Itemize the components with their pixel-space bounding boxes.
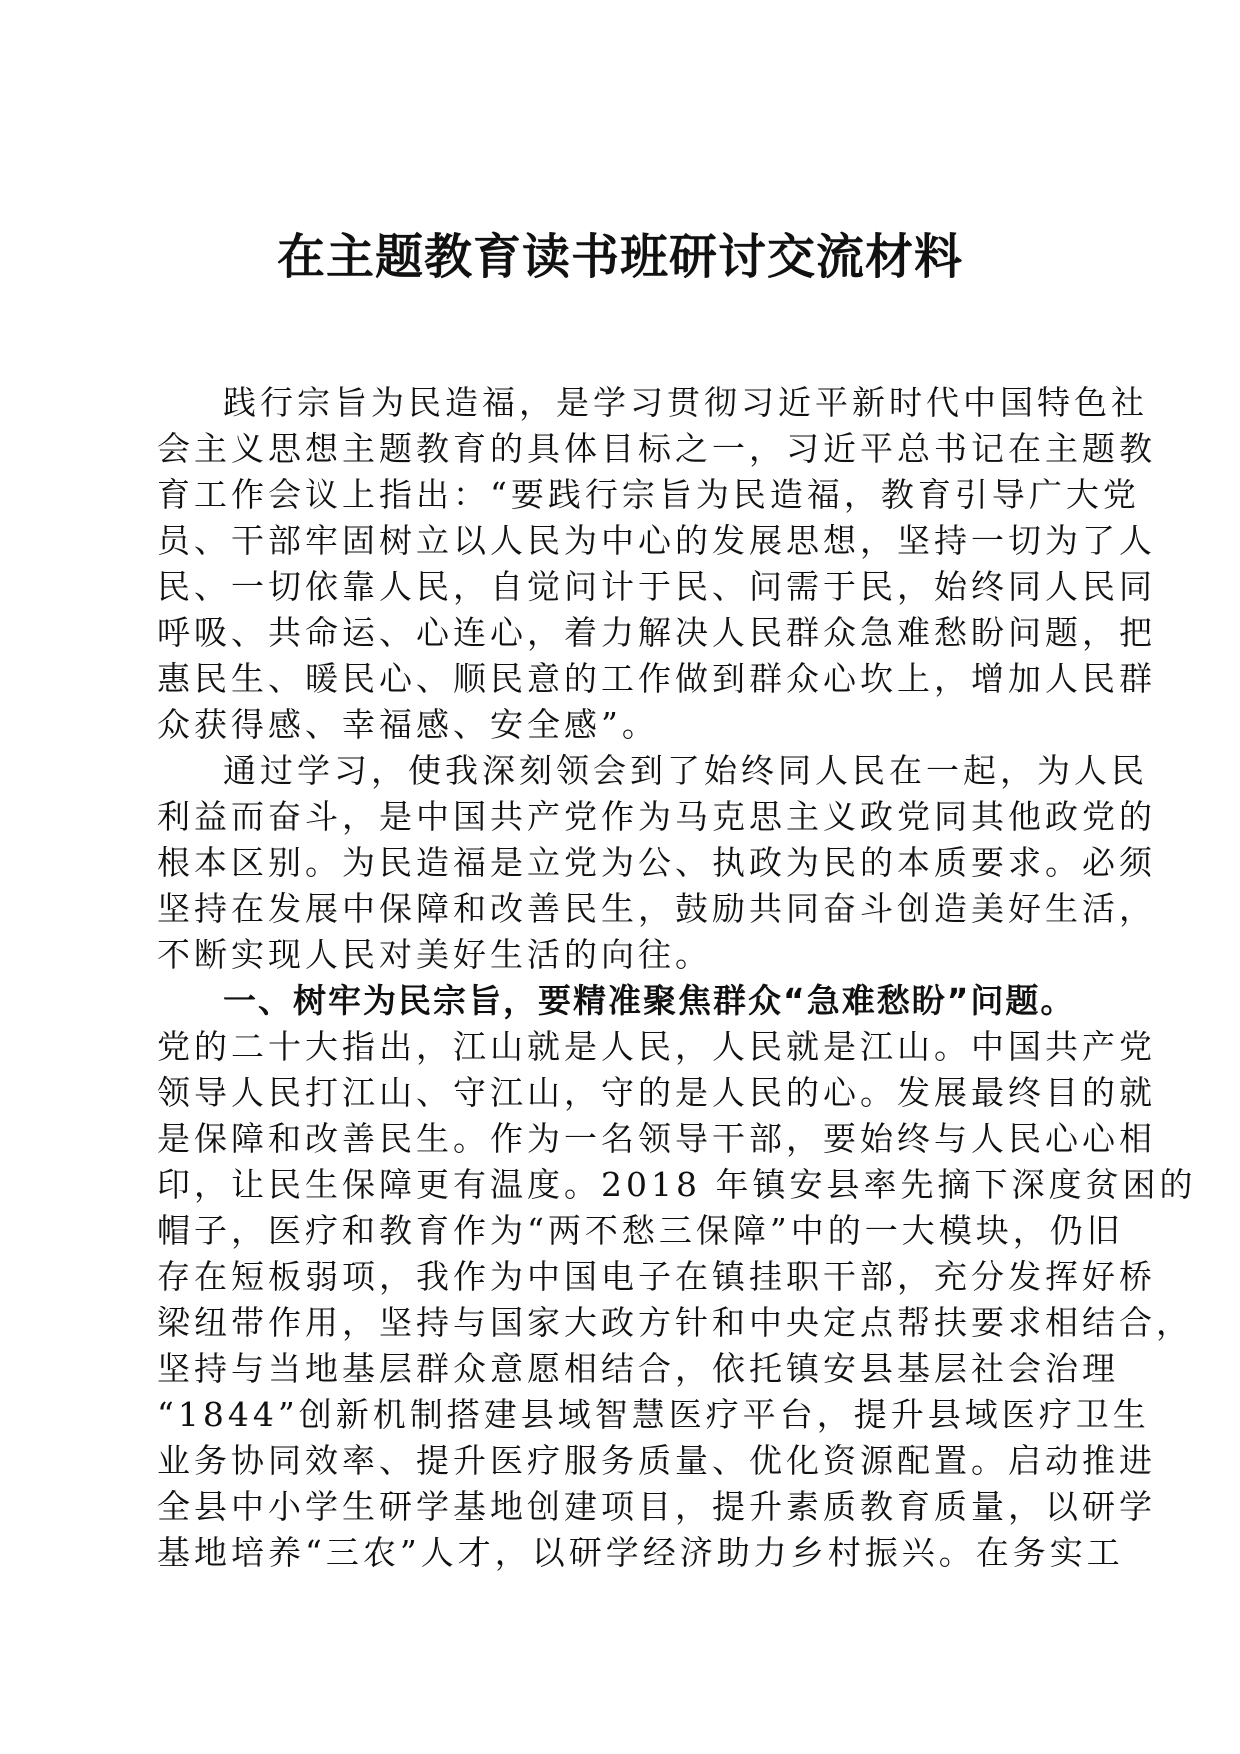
paragraph-section1 <box>157 1024 1197 1576</box>
text-line: 践行宗旨为民造福，是学习贯彻习近平新时代中国特色社 <box>223 383 1148 422</box>
text-line: 呼吸、共命运、心连心，着力解决人民群众急难愁盼问题，把 <box>157 613 1156 652</box>
text-line: 基地培养“三农”人才，以研学经济助力乡村振兴。在务实工 <box>157 1533 1124 1572</box>
text-line: 领导人民打江山、守江山，守的是人民的心。发展最终目的就 <box>157 1073 1156 1112</box>
text-line: 党的二十大指出，江山就是人民，人民就是江山。中国共产党 <box>157 1027 1156 1066</box>
text-line: 众获得感、幸福感、安全感”。 <box>157 705 659 744</box>
text-line: 印，让民生保障更有温度。2018 年镇安县率先摘下深度贫困的 <box>157 1165 1197 1204</box>
text-line: “1844”创新机制搭建县域智慧医疗平台，提升县域医疗卫生 <box>157 1395 1150 1434</box>
text-line: 会主义思想主题教育的具体目标之一，习近平总书记在主题教 <box>157 429 1156 468</box>
text-line: 利益而奋斗，是中国共产党作为马克思主义政党同其他政党的 <box>157 797 1156 836</box>
text-line: 惠民生、暖民心、顺民意的工作做到群众心坎上，增加人民群 <box>157 659 1156 698</box>
section-heading: 一、树牢为民宗旨，要精准聚焦群众“急难愁盼”问题。 <box>223 981 1076 1020</box>
text-line: 通过学习，使我深刻领会到了始终同人民在一起，为人民 <box>223 751 1148 790</box>
text-line: 梁纽带作用，坚持与国家大政方针和中央定点帮扶要求相结合， <box>157 1303 1193 1342</box>
text-line: 员、干部牢固树立以人民为中心的发展思想，坚持一切为了人 <box>157 521 1156 560</box>
text-line: 帽子，医疗和教育作为“两不愁三保障”中的一大模块，仍旧 <box>157 1211 1124 1250</box>
text-line: 民、一切依靠人民，自觉问计于民、问需于民，始终同人民同 <box>157 567 1156 606</box>
paragraph-intro <box>157 380 1156 748</box>
text-line: 育工作会议上指出：“要践行宗旨为民造福，教育引导广大党 <box>157 475 1140 514</box>
paragraph-understanding <box>157 748 1156 978</box>
text-line: 坚持在发展中保障和改善民生，鼓励共同奋斗创造美好生活， <box>157 889 1156 928</box>
text-line: 不断实现人民对美好生活的向往。 <box>157 935 712 974</box>
text-line: 根本区别。为民造福是立党为公、执政为民的本质要求。必须 <box>157 843 1156 882</box>
text-line: 全县中小学生研学基地创建项目，提升素质教育质量，以研学 <box>157 1487 1156 1526</box>
text-line: 是保障和改善民生。作为一名领导干部，要始终与人民心心相 <box>157 1119 1156 1158</box>
text-line: 坚持与当地基层群众意愿相结合，依托镇安县基层社会治理 <box>157 1349 1119 1388</box>
document-title: 在主题教育读书班研讨交流材料 <box>276 229 963 285</box>
text-line: 业务协同效率、提升医疗服务质量、优化资源配置。启动推进 <box>157 1441 1156 1480</box>
document-body <box>157 380 1197 1576</box>
text-line: 存在短板弱项，我作为中国电子在镇挂职干部，充分发挥好桥 <box>157 1257 1156 1296</box>
